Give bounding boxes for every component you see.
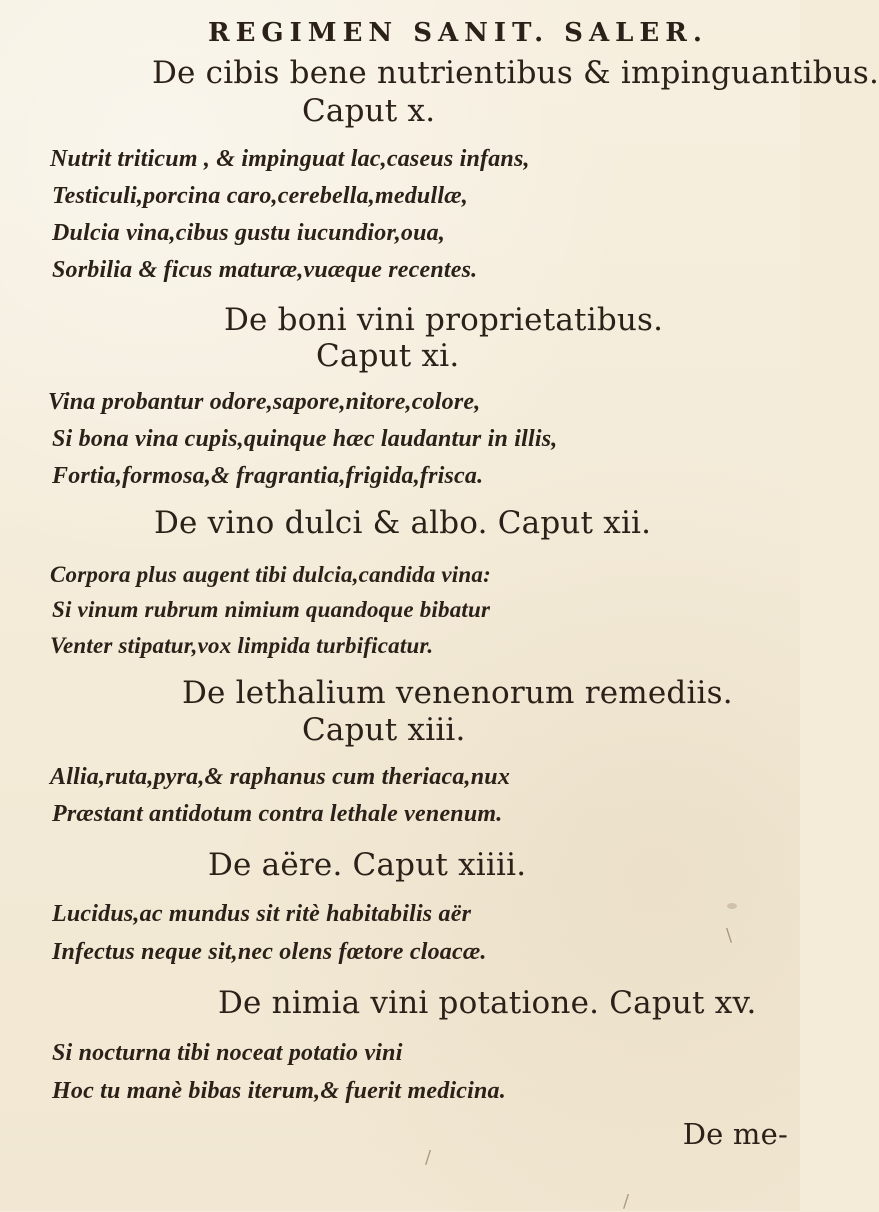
verse-line: Vina probantur odore,sapore,nitore,colore, bbox=[48, 389, 481, 415]
verse-line: Infectus neque sit,nec olens fœtore cloacæ. bbox=[52, 939, 487, 965]
ink-stain bbox=[727, 903, 737, 909]
section-title: De cibis bene nutrientibus & impinguantibus. bbox=[152, 55, 879, 91]
section-title: De nimia vini potatione. Caput xv. bbox=[218, 985, 757, 1021]
verse-line: Allia,ruta,pyra,& raphanus cum theriaca,nux bbox=[50, 764, 511, 790]
verse-line: Præstant antidotum contra lethale venenum. bbox=[52, 801, 503, 827]
verse-line: Si nocturna tibi noceat potatio vini bbox=[52, 1040, 403, 1066]
verse-line: Hoc tu manè bibas iterum,& fuerit medicina. bbox=[52, 1078, 506, 1104]
verse-line: Fortia,formosa,& fragrantia,frigida,frisca. bbox=[52, 463, 484, 489]
running-header: REGIMEN SANIT. SALER. bbox=[208, 18, 708, 48]
verse-line: Lucidus,ac mundus sit ritè habitabilis aër bbox=[52, 901, 472, 927]
section-title: De lethalium venenorum remediis. bbox=[182, 675, 733, 711]
chapter-label: Caput xiii. bbox=[302, 712, 466, 748]
verse-line: Si vinum rubrum nimium quandoque bibatur bbox=[52, 597, 491, 622]
verse-line: Corpora plus augent tibi dulcia,candida vina: bbox=[50, 562, 491, 587]
catchword: De me- bbox=[682, 1117, 788, 1151]
verse-line: Si bona vina cupis,quinque hæc laudantur in illis, bbox=[52, 426, 558, 452]
section-title: De boni vini proprietatibus. bbox=[224, 302, 664, 338]
verse-line: Sorbilia & ficus maturæ,vuæque recentes. bbox=[52, 257, 478, 283]
verse-line: Venter stipatur,vox limpida turbificatur. bbox=[50, 633, 434, 658]
verse-line: Testiculi,porcina caro,cerebella,medullæ, bbox=[52, 183, 468, 209]
ink-mark: / bbox=[623, 1191, 630, 1212]
section-title: De vino dulci & albo. Caput xii. bbox=[154, 505, 652, 541]
section-title: De aëre. Caput xiiii. bbox=[208, 847, 527, 883]
chapter-label: Caput x. bbox=[302, 93, 436, 129]
ink-mark: / bbox=[425, 1147, 432, 1168]
ink-mark: \ bbox=[726, 925, 733, 946]
chapter-label: Caput xi. bbox=[316, 338, 460, 374]
verse-line: Nutrit triticum , & impinguat lac,caseus infans, bbox=[50, 146, 530, 172]
verse-line: Dulcia vina,cibus gustu iucundior,oua, bbox=[52, 220, 446, 246]
